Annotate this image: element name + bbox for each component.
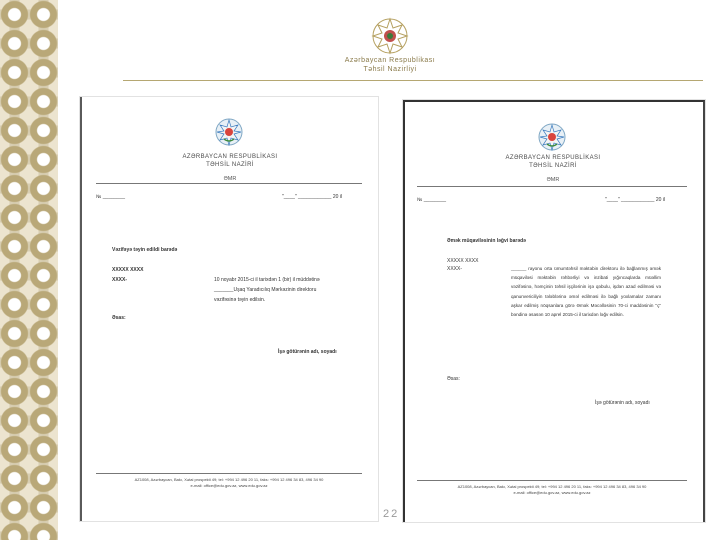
doc-footer-address: AZ1008, Azərbaycan, Bakı, Xətai prospekti 49; tel: +994 12 496 20 11, faks: +994 12 496 34 83, 496 34 90: [457, 484, 647, 489]
header-org-line2: Təhsil Nazirliyi: [363, 66, 417, 73]
order-document-appointment: [80, 97, 378, 521]
doc-name-line: XXXXX XXXX: [447, 258, 479, 264]
doc-org-line1: AZƏRBAYCAN RESPUBLİKASI: [505, 155, 601, 161]
doc-org-name: [453, 154, 653, 170]
doc-number: № ________: [96, 194, 125, 200]
doc-title: ƏMR: [546, 177, 560, 183]
doc-org-line2: TƏHSİL NAZİRİ: [206, 162, 254, 168]
header-divider: [123, 80, 703, 81]
doc-title: ƏMR: [223, 176, 237, 182]
doc-footer-divider: [96, 473, 362, 474]
doc-org-line2: TƏHSİL NAZİRİ: [529, 163, 577, 169]
page-number: 22: [383, 508, 400, 520]
header-org-line1: Azərbaycan Respublikası: [344, 57, 436, 64]
order-document-termination: [403, 100, 705, 522]
doc-divider: [417, 186, 687, 187]
doc-footer: [417, 484, 687, 496]
decorative-side-strip: [0, 0, 58, 540]
doc-footer-divider: [417, 480, 687, 481]
doc-number: № ________: [417, 197, 446, 203]
doc-body: ______ rayonu orta ümumtəhsil məktəbin direktoru ilə bağlanmış əmək müqaviləsi məktəbin rəhbərliyi və inzibati yığıncaqlarda müəllim vəzifəsinə, həmçinin təhsil işçilərinin işə qəbulu, işdən azad edilməsi və qanunvericiliyin tələblərinə əməl edilməsi ilə bağlı yoxlamalar zamanı aşkar edilmiş nöqsanlara görə Əmək Məcəlləsinin 70-ci maddəsinin "ç" bəndinə əsasən 10 aprel 2015-ci il tarixdən ləğv edilsin.: [511, 266, 661, 318]
doc-code-line: XXXX-: [112, 277, 128, 283]
doc-body-line2: _______Uşaq Yaradıcılıq Mərkəzinin direktoru: [214, 287, 317, 293]
doc-footer-contacts: e-mail: office@edu.gov.az, www.edu.gov.az: [513, 490, 591, 495]
doc-code-line: XXXX-: [447, 266, 463, 272]
doc-basis: Əsas:: [112, 315, 126, 321]
doc-footer: [96, 477, 362, 489]
doc-org-line1: AZƏRBAYCAN RESPUBLİKASI: [182, 154, 278, 160]
state-emblem-icon: [537, 122, 567, 152]
doc-date: "____" ____________ 20 il: [605, 197, 665, 203]
doc-org-name: [130, 153, 330, 169]
doc-subject: Əmək müqaviləsinin ləğvi barədə: [447, 238, 526, 244]
state-emblem-icon: [214, 117, 244, 147]
doc-date: "____" ____________ 20 il: [282, 194, 342, 200]
doc-signature: İşə götürənin adı, soyadı: [595, 400, 650, 406]
header-title: [300, 56, 480, 74]
doc-basis: Əsas:: [447, 376, 460, 382]
doc-body-line3: vəzifəsinə təyin edilsin.: [214, 297, 266, 303]
doc-footer-address: AZ1008, Azərbaycan, Bakı, Xətai prospekti 49; tel: +994 12 496 20 11, faks: +994 12 496 34 83, 496 34 90: [134, 477, 324, 482]
doc-divider: [96, 183, 362, 184]
doc-subject: Vəzifəyə təyin edildi barədə: [112, 247, 178, 253]
doc-footer-contacts: e-mail: office@edu.gov.az, www.edu.gov.az: [190, 483, 268, 488]
doc-name-line: XXXXX XXXX: [112, 267, 144, 273]
doc-body-line1: 10 noyabr 2015-ci il tarixdən 1 (bir) il müddətinə: [214, 277, 320, 283]
doc-signature: İşə götürənin adı, soyadı: [278, 349, 337, 355]
ministry-emblem-icon: [370, 16, 410, 56]
